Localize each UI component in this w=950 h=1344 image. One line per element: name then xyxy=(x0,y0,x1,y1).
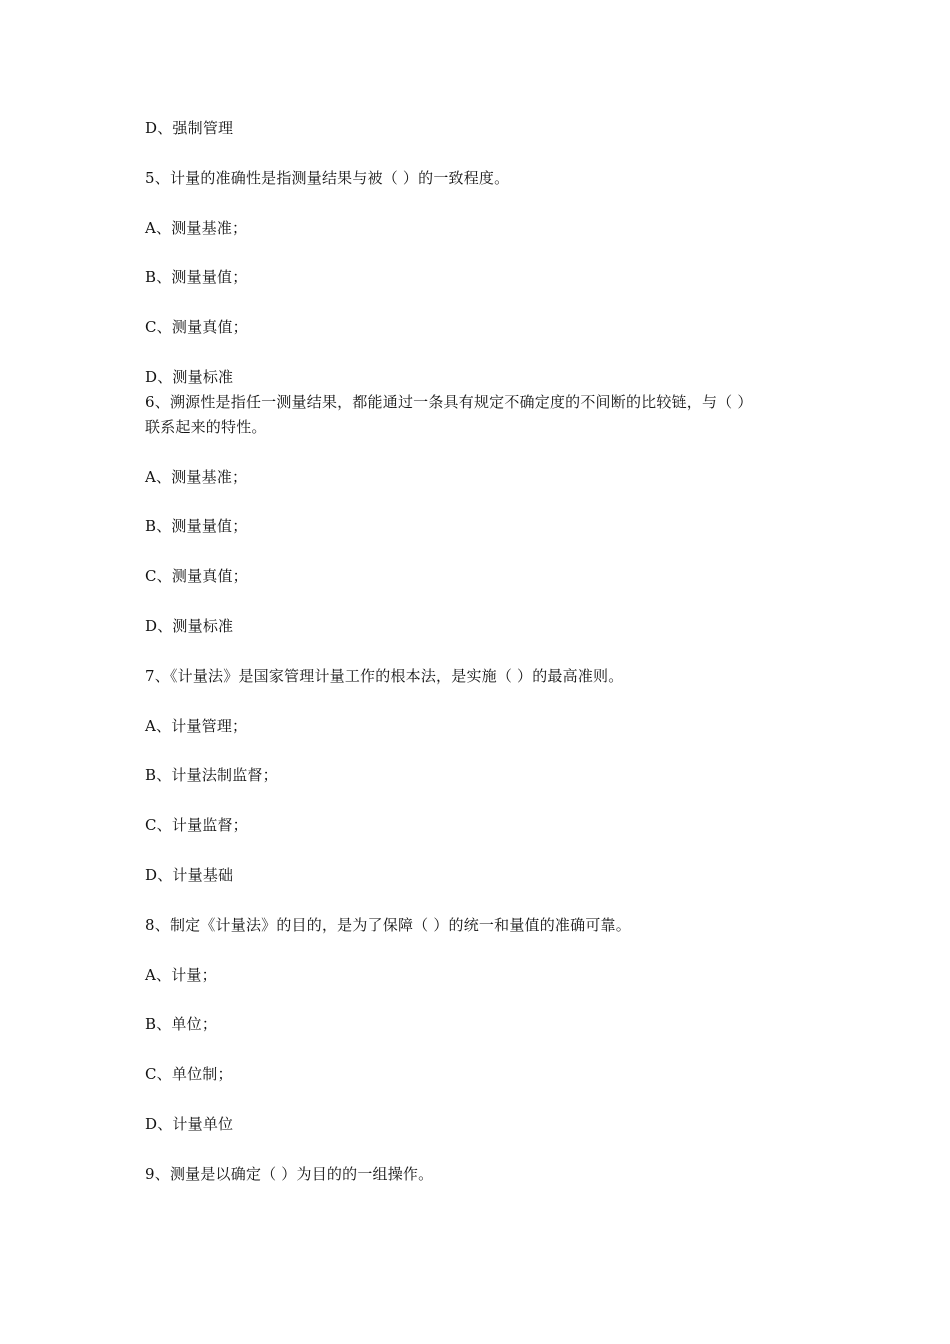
option-c-q7: C、计量监督； xyxy=(145,816,248,834)
option-a-q5: A、测量基准； xyxy=(145,219,248,237)
option-a-q6: A、测量基准； xyxy=(145,468,248,486)
option-a-q8: A、计量； xyxy=(145,966,217,984)
option-d-q5: D、测量标准 xyxy=(145,368,234,386)
option-b-q5: B、测量量值； xyxy=(145,268,248,286)
question-6-line-2: 联系起来的特性。 xyxy=(145,418,267,436)
question-6-line-1: 6、溯源性是指任一测量结果，都能通过一条具有规定不确定度的不间断的比较链，与（ ） xyxy=(145,393,753,411)
option-b-q7: B、计量法制监督； xyxy=(145,766,278,784)
option-a-q7: A、计量管理； xyxy=(145,717,248,735)
option-c-q5: C、测量真值； xyxy=(145,318,248,336)
option-d-q8: D、计量单位 xyxy=(145,1115,234,1133)
option-b-q8: B、单位； xyxy=(145,1015,218,1033)
question-5: 5、计量的准确性是指测量结果与被（ ）的一致程度。 xyxy=(145,169,510,187)
option-d-q4: D、强制管理 xyxy=(145,119,234,137)
option-d-q6: D、测量标准 xyxy=(145,617,234,635)
question-7: 7、《计量法》是国家管理计量工作的根本法，是实施（ ）的最高准则。 xyxy=(145,667,624,685)
option-b-q6: B、测量量值； xyxy=(145,517,248,535)
option-c-q6: C、测量真值； xyxy=(145,567,248,585)
option-d-q7: D、计量基础 xyxy=(145,866,234,884)
option-c-q8: C、单位制； xyxy=(145,1065,233,1083)
question-8: 8、制定《计量法》的目的，是为了保障（ ）的统一和量值的准确可靠。 xyxy=(145,916,631,934)
question-9: 9、测量是以确定（ ）为目的的一组操作。 xyxy=(145,1165,434,1183)
